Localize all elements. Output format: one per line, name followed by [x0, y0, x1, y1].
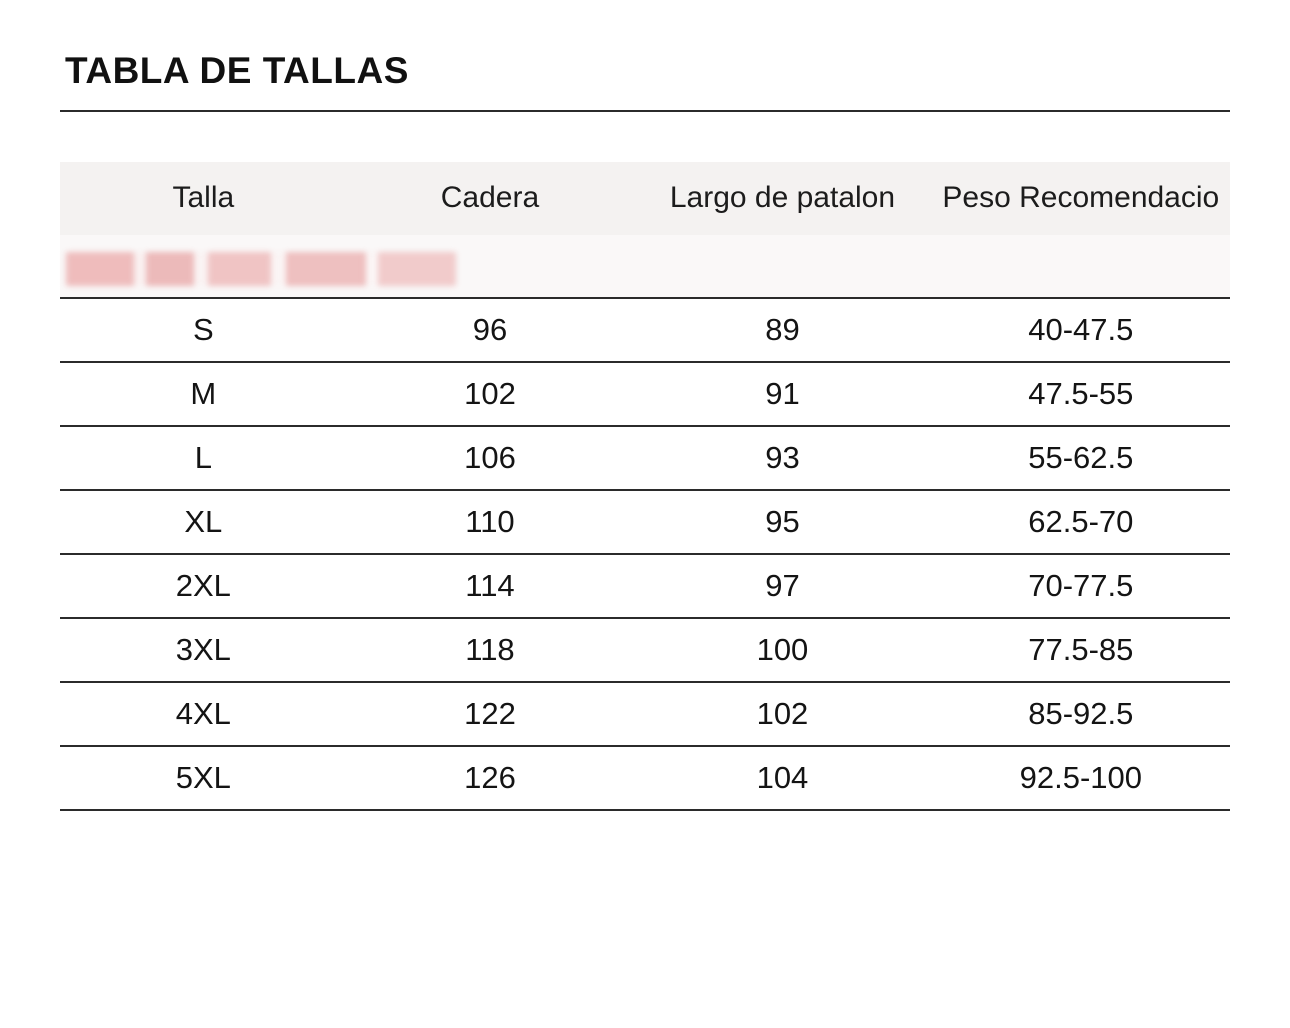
table-row	[60, 362, 1230, 426]
column-header-cadera: Cadera	[347, 162, 634, 235]
cell-largo: 102	[633, 682, 931, 746]
redacted-row	[60, 235, 1230, 298]
page-title: TABLA DE TALLAS	[65, 50, 409, 91]
table-body	[60, 298, 1230, 810]
cell-cadera: 122	[347, 682, 634, 746]
cell-cadera: 110	[347, 490, 634, 554]
cell-cadera: 126	[347, 746, 634, 810]
column-header-largo: Largo de patalon	[633, 162, 931, 235]
cell-talla: 4XL	[60, 682, 347, 746]
title-divider	[60, 110, 1230, 112]
cell-largo: 91	[633, 362, 931, 426]
cell-cadera: 102	[347, 362, 634, 426]
table-row	[60, 554, 1230, 618]
redacted-text-blur	[66, 252, 456, 286]
table-row	[60, 746, 1230, 810]
column-header-peso: Peso Recomendacio	[932, 162, 1230, 235]
cell-talla: 3XL	[60, 618, 347, 682]
redacted-cell	[60, 235, 1230, 298]
cell-talla: S	[60, 298, 347, 362]
cell-peso: 55-62.5	[932, 426, 1230, 490]
cell-talla: 2XL	[60, 554, 347, 618]
cell-largo: 97	[633, 554, 931, 618]
cell-talla: XL	[60, 490, 347, 554]
cell-largo: 100	[633, 618, 931, 682]
cell-talla: 5XL	[60, 746, 347, 810]
cell-peso: 40-47.5	[932, 298, 1230, 362]
cell-largo: 95	[633, 490, 931, 554]
column-header-talla: Talla	[60, 162, 347, 235]
table-row	[60, 298, 1230, 362]
size-chart-table	[60, 162, 1230, 811]
table-row	[60, 490, 1230, 554]
cell-cadera: 106	[347, 426, 634, 490]
cell-peso: 77.5-85	[932, 618, 1230, 682]
cell-cadera: 96	[347, 298, 634, 362]
table-row	[60, 426, 1230, 490]
cell-largo: 89	[633, 298, 931, 362]
cell-peso: 62.5-70	[932, 490, 1230, 554]
table-header-row	[60, 162, 1230, 235]
cell-largo: 104	[633, 746, 931, 810]
cell-cadera: 118	[347, 618, 634, 682]
cell-largo: 93	[633, 426, 931, 490]
table-row	[60, 682, 1230, 746]
cell-cadera: 114	[347, 554, 634, 618]
cell-peso: 92.5-100	[932, 746, 1230, 810]
table-row	[60, 618, 1230, 682]
cell-talla: M	[60, 362, 347, 426]
cell-peso: 70-77.5	[932, 554, 1230, 618]
cell-peso: 47.5-55	[932, 362, 1230, 426]
cell-peso: 85-92.5	[932, 682, 1230, 746]
cell-talla: L	[60, 426, 347, 490]
